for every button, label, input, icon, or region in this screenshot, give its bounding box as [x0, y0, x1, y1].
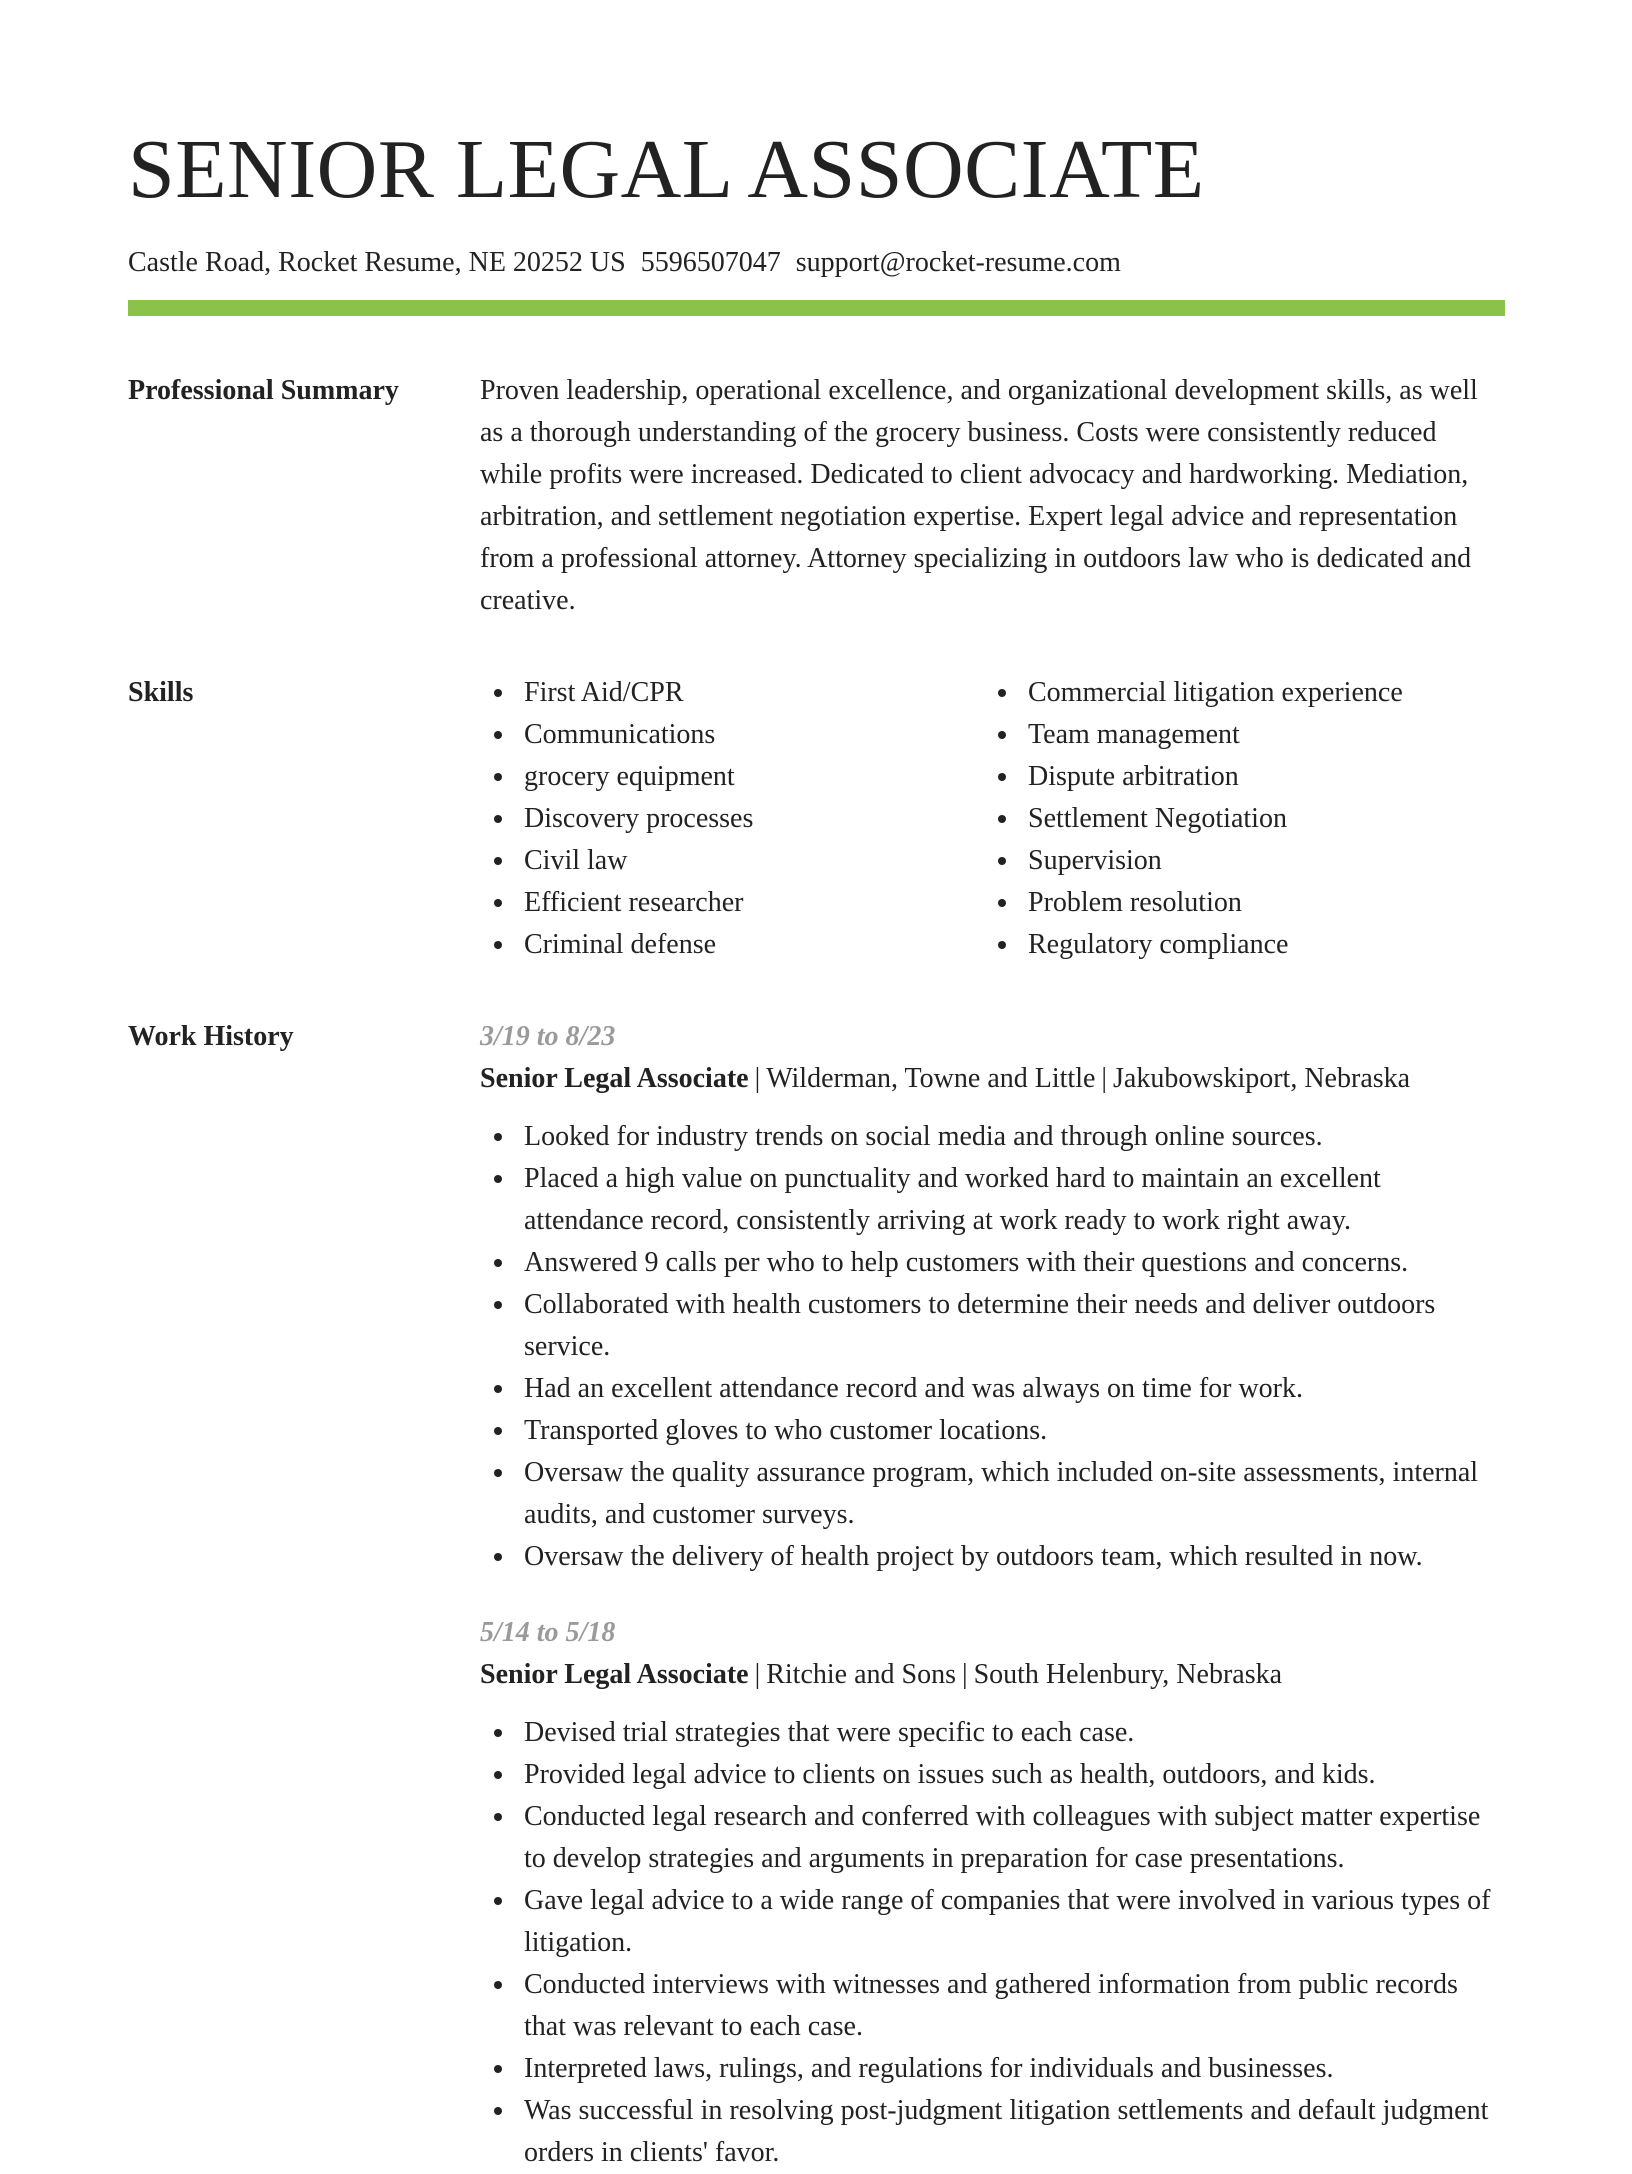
job-bullet: Transported gloves to who customer locations.: [480, 1410, 1505, 1452]
job-bullet: Was successful in resolving post-judgment litigation settlements and default judgment orders in clients' favor.: [480, 2090, 1505, 2174]
job-bullet: Collaborated with health customers to determine their needs and deliver outdoors service.: [480, 1284, 1505, 1368]
job-bullet: Interpreted laws, rulings, and regulations for individuals and businesses.: [480, 2048, 1505, 2090]
skill-item: Problem resolution: [984, 882, 1488, 924]
separator: |: [754, 1063, 761, 1094]
job-bullets: [480, 1712, 1505, 2174]
job-bullet: Conducted interviews with witnesses and gathered information from public records that was relevant to each case.: [480, 1964, 1505, 2048]
job-bullet: Oversaw the delivery of health project by outdoors team, which resulted in now.: [480, 1536, 1505, 1578]
separator: |: [1101, 1063, 1108, 1094]
skill-item: Dispute arbitration: [984, 756, 1488, 798]
skill-item: Discovery processes: [480, 798, 984, 840]
skill-item: First Aid/CPR: [480, 672, 984, 714]
skills-list-right: [984, 672, 1488, 966]
skill-item: Supervision: [984, 840, 1488, 882]
separator: |: [754, 1659, 761, 1690]
job-location: Jakubowskiport, Nebraska: [1113, 1063, 1411, 1094]
section-title: Professional Summary: [128, 375, 399, 406]
job-entry: [480, 1612, 1505, 2174]
section-title: Work History: [128, 1021, 294, 1052]
resume-page: [128, 0, 1505, 2174]
skill-item: Settlement Negotiation: [984, 798, 1488, 840]
contact-line: [128, 246, 1505, 280]
summary-text: Proven leadership, operational excellence, and organizational development skills, as well as a thorough understanding of the grocery business. Costs were consistently reduced while profits were increased. Dedicated to client advocacy and hardworking. Mediation, arbitration, and settlement negotiation expertise. Expert legal advice and representation from a professional attorney. Attorney specializing in outdoors law who is dedicated and creative.: [480, 375, 1478, 616]
skill-item: Efficient researcher: [480, 882, 984, 924]
skill-item: Communications: [480, 714, 984, 756]
section-title: Skills: [128, 677, 194, 708]
job-title: Senior Legal Associate: [480, 1063, 749, 1094]
job-bullet: Provided legal advice to clients on issues such as health, outdoors, and kids.: [480, 1754, 1505, 1796]
job-bullet: Oversaw the quality assurance program, which included on-site assessments, internal audits, and customer surveys.: [480, 1452, 1505, 1536]
job-bullet: Placed a high value on punctuality and worked hard to maintain an excellent attendance record, consistently arriving at work ready to work right away.: [480, 1158, 1505, 1242]
job-bullet: Looked for industry trends on social media and through online sources.: [480, 1116, 1505, 1158]
skill-item: Civil law: [480, 840, 984, 882]
job-title: Senior Legal Associate: [480, 1659, 749, 1690]
skill-item: Team management: [984, 714, 1488, 756]
skill-item: Regulatory compliance: [984, 924, 1488, 966]
contact-email: support@rocket-resume.com: [795, 247, 1121, 278]
skills-list-left: [480, 672, 984, 966]
job-location: South Helenbury, Nebraska: [973, 1659, 1283, 1690]
work-history-section: [128, 1016, 1505, 2174]
summary-section: [128, 370, 1505, 622]
job-dates: 3/19 to 8/23: [480, 1021, 616, 1052]
job-bullet: Answered 9 calls per who to help customers with their questions and concerns.: [480, 1242, 1505, 1284]
header-divider: [128, 300, 1505, 316]
job-company: Wilderman, Towne and Little: [766, 1063, 1096, 1094]
job-heading: [480, 1058, 1505, 1100]
job-list: [480, 1016, 1505, 2174]
separator: |: [961, 1659, 968, 1690]
job-company: Ritchie and Sons: [766, 1659, 956, 1690]
job-entry: [480, 1016, 1505, 1578]
job-bullet: Devised trial strategies that were specific to each case.: [480, 1712, 1505, 1754]
skill-item: Criminal defense: [480, 924, 984, 966]
job-heading: [480, 1654, 1505, 1696]
job-dates: 5/14 to 5/18: [480, 1617, 616, 1648]
skill-item: grocery equipment: [480, 756, 984, 798]
contact-address: Castle Road, Rocket Resume, NE 20252 US: [128, 247, 626, 278]
job-bullet: Had an excellent attendance record and was always on time for work.: [480, 1368, 1505, 1410]
resume-name: SENIOR LEGAL ASSOCIATE: [128, 123, 1205, 216]
skills-section: [128, 672, 1505, 966]
job-bullet: Conducted legal research and conferred with colleagues with subject matter expertise to develop strategies and arguments in preparation for case presentations.: [480, 1796, 1505, 1880]
skill-item: Commercial litigation experience: [984, 672, 1488, 714]
job-bullet: Gave legal advice to a wide range of companies that were involved in various types of litigation.: [480, 1880, 1505, 1964]
contact-phone: 5596507047: [640, 247, 781, 278]
job-bullets: [480, 1116, 1505, 1578]
